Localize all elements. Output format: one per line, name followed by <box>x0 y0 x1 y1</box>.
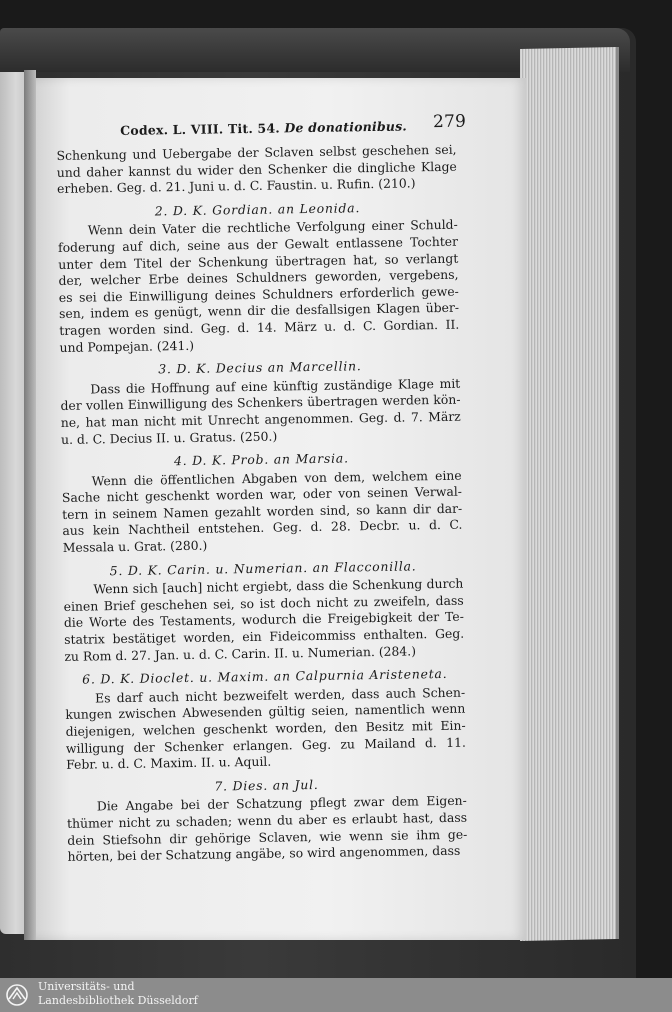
text-line: Febr. u. d. C. Maxim. II. u. Aquil. <box>66 753 272 773</box>
text-line: Wenn sich [auch] nicht ergiebt, dass die Schenkung durch <box>93 575 464 597</box>
text-line: der vollen Einwilligung des Schenkers übertragen werden kön- <box>60 391 461 414</box>
text-line: und daher kannst du wider den Schenker die dingliche Klage <box>56 158 457 180</box>
text-line: erheben. Geg. d. 21. Juni u. d. C. Faustin. u. Rufin. (210.) <box>56 175 416 197</box>
section-paragraph <box>60 375 461 448</box>
footer-line-1: Universitäts- und <box>38 980 135 993</box>
page-text <box>56 112 468 866</box>
section-heading: 5. D. K. Carin. u. Numerian. an Flacconilla. <box>109 558 417 578</box>
text-line: Schenkung und Uebergabe der Sclaven selbst geschehen sei, <box>56 141 457 163</box>
running-subtitle: De donationibus. <box>284 118 408 136</box>
text-line: Es darf auch nicht bezweifelt werden, dass auch Schen- <box>94 684 466 706</box>
text-line: foderung auf dich, seine aus der Gewalt entlassene Tochter <box>57 233 459 255</box>
text-line: es sei die Einwilligung deines Schuldners erforderlich gewe- <box>58 283 459 305</box>
text-line: der, welcher Erbe deines Schuldners geworden, vergebens, <box>58 266 459 289</box>
text-line: kungen zwischen Abwesenden gültig seien, namentlich wenn <box>65 701 466 723</box>
section-heading: 2. D. K. Gordian. an Leonida. <box>154 200 361 219</box>
text-line: statrix bestätiget worden, ein Fideicommiss enthalten. Geg. <box>64 625 465 647</box>
text-line: tern in seinem Namen gezahlt worden sind, so kann dir dar- <box>62 500 463 522</box>
running-header <box>56 111 467 148</box>
text-line: Dass die Hoffnung auf eine künftig zuständige Klage mit <box>90 375 461 397</box>
section-heading: 7. Dies. an Jul. <box>214 776 319 794</box>
section-heading: 6. D. K. Dioclet. u. Maxim. an Calpurnia Aristeneta. <box>82 666 448 687</box>
library-logo-icon <box>4 983 30 1007</box>
text-line: dein Stiefsohn dir gehörige Sclaven, wie wenn sie ihm ge- <box>67 826 468 848</box>
section-paragraph <box>62 467 463 556</box>
text-line: hörten, bei der Schatzung angäbe, so wird angenommen, dass <box>67 842 461 865</box>
text-line: Wenn die öffentlichen Abgaben von dem, welchem eine <box>91 467 462 489</box>
footer-line-2: Landesbibliothek Düsseldorf <box>38 994 198 1007</box>
text-line: Wenn dein Vater die rechtliche Verfolgung einer Schuld- <box>87 217 458 238</box>
page-number: 279 <box>432 111 467 133</box>
text-sections <box>56 142 467 866</box>
text-line: Messala u. Grat. (280.) <box>62 537 208 556</box>
section-paragraph <box>67 793 468 866</box>
page-stack <box>520 47 619 941</box>
text-line: sen, indem es genügt, wenn dir die desfallsigen Klagen über- <box>58 300 460 322</box>
text-line: einen Brief geschehen sei, so ist doch nicht zu zweifeln, dass <box>63 592 464 614</box>
text-line: zu Rom d. 27. Jan. u. d. C. Carin. II. u. Numerian. (284.) <box>64 643 417 664</box>
left-page-edge <box>0 72 26 934</box>
book-gutter <box>24 70 36 940</box>
text-line: aus kein Nachtheil entstehen. Geg. d. 28. Decbr. u. d. C. <box>62 517 463 539</box>
library-footer <box>0 978 672 1012</box>
section-heading: 4. D. K. Prob. an Marsia. <box>173 450 349 469</box>
text-line: u. d. C. Decius II. u. Gratus. (250.) <box>60 428 278 447</box>
running-title: Codex. L. VIII. Tit. 54. <box>120 120 280 138</box>
text-line: unter dem Titel der Schenkung übertragen hat, so verlangt <box>58 250 459 272</box>
text-line: Sache nicht geschenkt worden war, oder von seinen Verwal- <box>61 483 463 506</box>
text-line: thümer nicht zu schaden; wenn du aber es erlaubt hast, dass <box>66 809 468 831</box>
section-paragraph <box>65 684 466 773</box>
section-paragraph <box>58 217 460 356</box>
text-line: diejenigen, welchen geschenkt worden, den Besitz mit Ein- <box>65 717 466 739</box>
text-line: ne, hat man nicht mit Unrecht angenommen. Geg. d. 7. März <box>60 408 461 430</box>
section-heading: 3. D. K. Decius an Marcellin. <box>158 358 362 377</box>
text-line: Die Angabe bei der Schatzung pflegt zwar dem Eigen- <box>96 793 467 814</box>
section-paragraph <box>63 576 464 665</box>
text-line: tragen worden sind. Geg. d. 14. März u. d. C. Gordian. II. <box>59 316 460 338</box>
text-line: und Pompejan. (241.) <box>59 337 195 355</box>
section-paragraph <box>56 142 457 198</box>
text-line: die Worte des Testaments, wodurch die Freigebigkeit der Te- <box>63 609 464 631</box>
text-line: willigung der Schenker erlangen. Geg. zu Mailand d. 11. <box>65 734 466 756</box>
